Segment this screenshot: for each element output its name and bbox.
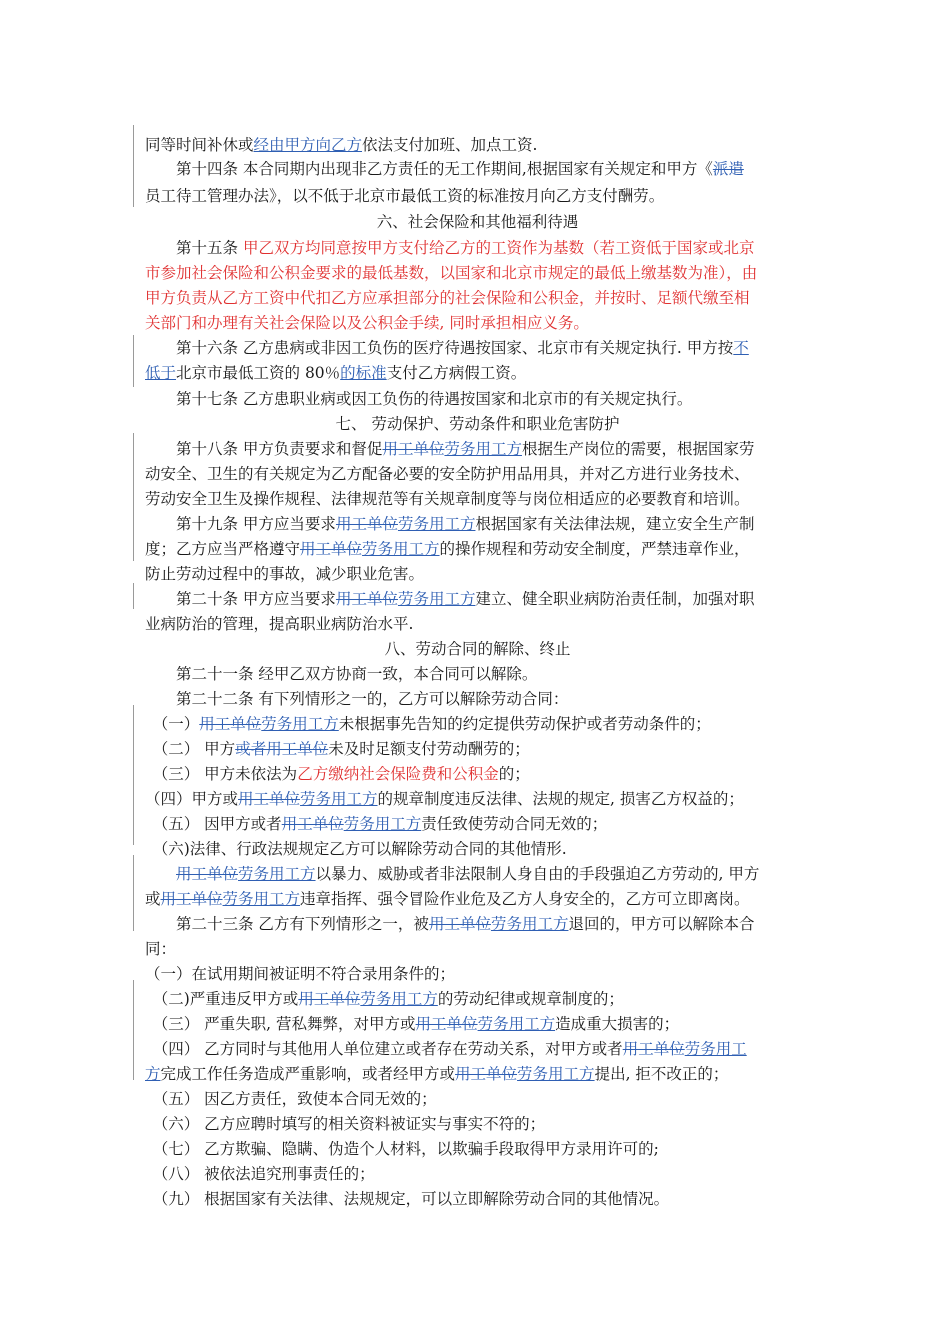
text-span: 退回的，甲方可以解除本合 [568, 915, 755, 933]
text-line [145, 184, 810, 208]
inserted-text: 劳务用工方 [222, 890, 301, 908]
deleted-text: 用工单位 [415, 1015, 478, 1033]
deleted-text: 用工单位 [199, 715, 262, 733]
text-line [145, 487, 810, 511]
text-span: （七） 乙方欺骗、隐瞒、伪造个人材料，以欺骗手段取得甲方录用许可的; [145, 1140, 659, 1158]
text-span: （二） 甲方 [145, 740, 236, 758]
text-line [145, 1187, 810, 1211]
text-span: 提出, 拒不改正的； [594, 1065, 729, 1083]
text-span: 未根据事先告知的约定提供劳动保护或者劳动条件的； [338, 715, 711, 733]
text-line [145, 862, 810, 886]
text-line [145, 387, 810, 411]
inserted-text: 劳务用工方 [490, 915, 569, 933]
text-span: 根据生产岗位的需要，根据国家劳 [521, 440, 755, 458]
inserted-text: 劳务用工方 [343, 815, 422, 833]
text-line [145, 1112, 810, 1136]
text-span: 违章指挥、强令冒险作业危及乙方人身安全的，乙方可立即离岗。 [300, 890, 750, 908]
text-span: 第二十条 甲方应当要求 [145, 590, 336, 608]
inserted-text: 方 [145, 1065, 161, 1083]
text-line [145, 787, 810, 811]
text-span: （三） 甲方未依法为 [145, 765, 298, 783]
inserted-text: 劳务用工方 [261, 715, 339, 733]
text-span: 依法支付加班、加点工资. [362, 136, 538, 154]
text-line [145, 1137, 810, 1161]
text-line [145, 336, 810, 360]
text-span: 未及时足额支付劳动酬劳的； [328, 740, 530, 758]
inserted-text: 经由甲方向乙方 [253, 136, 363, 154]
text-span: 第二十三条 乙方有下列情形之一，被 [145, 915, 429, 933]
deleted-text: 用工单位 [428, 915, 491, 933]
text-span: 动安全、卫生的有关规定为乙方配备必要的安全防护用品用具，并对乙方进行业务技术、 [145, 465, 750, 483]
text-span: 造成重大损害的； [555, 1015, 680, 1033]
inserted-text: 劳务用工方 [360, 990, 438, 1008]
deleted-text: 用工单位 [335, 515, 398, 533]
text-line [145, 512, 810, 536]
text-span: 六、社会保险和其他福利待遇 [376, 213, 579, 231]
deleted-text: 用工单位 [281, 815, 344, 833]
text-span: 北京市最低工资的 80％ [176, 364, 341, 382]
text-line [145, 687, 810, 711]
inserted-text: 劳务用工方 [397, 515, 476, 533]
revision-bar [133, 855, 134, 907]
text-span: 第十七条 乙方患职业病或因工负伤的待遇按国家和北京市的有关规定执行。 [145, 390, 693, 408]
inserted-text: 劳务用工方 [477, 1015, 556, 1033]
text-span: 业病防治的管理，提高职业病防治水平. [145, 615, 414, 633]
text-line [145, 987, 810, 1011]
text-line [145, 912, 810, 936]
text-span: 七、 劳动保护、劳动条件和职业危害防护 [335, 415, 620, 433]
highlighted-text: 乙方缴纳社会保险费和公积金 [297, 765, 499, 783]
text-span: 度；乙方应当严格遵守 [145, 540, 301, 558]
text-span: 第十九条 甲方应当要求 [145, 515, 336, 533]
text-span: （六） 乙方应聘时填写的相关资料被证实与事实不符的； [145, 1115, 546, 1133]
text-span: （五） 因乙方责任，致使本合同无效的； [145, 1090, 437, 1108]
text-span: （二)严重违反甲方或 [145, 990, 299, 1008]
text-span: 第十六条 乙方患病或非因工负伤的医疗待遇按国家、北京市有关规定执行. 甲方按 [145, 339, 734, 357]
deleted-text: 用工单位 [455, 1065, 518, 1083]
revision-bar [133, 433, 134, 511]
text-line [145, 133, 810, 157]
deleted-text: 用工单位 [176, 865, 239, 883]
revision-bar [133, 905, 134, 931]
text-span: （一） [145, 715, 200, 733]
text-line [145, 712, 810, 736]
section-heading [145, 210, 810, 234]
text-line [145, 1062, 810, 1086]
text-line [145, 286, 810, 310]
deleted-text: 用工单位 [160, 890, 223, 908]
highlighted-text: 关部门和办理有关社会保险以及公积金手续, 同时承担相应义务。 [145, 314, 589, 332]
inserted-text: 的标准 [340, 364, 387, 382]
text-span: 或 [145, 890, 161, 908]
text-line [145, 812, 810, 836]
text-line [145, 962, 810, 986]
text-span: （六)法律、行政法规规定乙方可以解除劳动合同的其他情形. [145, 840, 567, 858]
text-line [145, 462, 810, 486]
text-line [145, 937, 810, 961]
text-span: 同等时间补休或 [145, 136, 254, 154]
text-span: 第二十一条 经甲乙双方协商一致，本合同可以解除。 [145, 665, 538, 683]
text-line [145, 361, 810, 385]
text-span: （三） 严重失职, 营私舞弊，对甲方或 [145, 1015, 416, 1033]
text-span: 员工待工管理办法》，以不低于北京市最低工资的标准按月向乙方支付酬劳。 [145, 187, 665, 205]
revision-bar [133, 583, 134, 609]
text-span: 的规章制度违反法律、法规的规定, 损害乙方权益的； [377, 790, 744, 808]
inserted-text: 劳务用工方 [362, 540, 440, 558]
deleted-text: 用工单位 [382, 440, 445, 458]
text-line [145, 157, 810, 181]
deleted-text: 用工单位 [300, 540, 363, 558]
text-span: 根据国家有关法律法规，建立安全生产制 [475, 515, 755, 533]
deleted-text: 用工单位 [298, 990, 361, 1008]
deleted-text: 用工单位 [238, 790, 301, 808]
text-span: 第十五条 [145, 239, 243, 257]
revision-bar [133, 335, 134, 387]
text-line [145, 537, 810, 561]
text-line [145, 662, 810, 686]
text-line [145, 762, 810, 786]
text-span: （四） 乙方同时与其他用人单位建立或者存在劳动关系，对甲方或者 [145, 1040, 623, 1058]
text-span: 的； [498, 765, 530, 783]
text-line [145, 887, 810, 911]
text-span: （八） 被依法追究刑事责任的； [145, 1165, 375, 1183]
text-line [145, 437, 810, 461]
text-line [145, 236, 810, 260]
text-span: 第十八条 甲方负责要求和督促 [145, 440, 383, 458]
revision-bar [133, 509, 134, 561]
text-span: 的操作规程和劳动安全制度，严禁违章作业， [439, 540, 750, 558]
text-line [145, 837, 810, 861]
deleted-text: 用工单位 [335, 590, 398, 608]
text-line [145, 562, 810, 586]
text-span: （五） 因甲方或者 [145, 815, 282, 833]
section-heading [145, 637, 810, 661]
inserted-text: 劳务用工方 [300, 790, 378, 808]
highlighted-text: 甲方负责从乙方工资中代扣乙方应承担部分的社会保险和公积金，并按时、足额代缴至相 [145, 289, 750, 307]
revision-bar [133, 125, 134, 207]
text-line [145, 1012, 810, 1036]
text-line [145, 737, 810, 761]
deleted-text: 派遣 [712, 160, 744, 178]
text-span: 的劳动纪律或规章制度的； [437, 990, 624, 1008]
text-line [145, 1037, 810, 1061]
deleted-text: 或者用工单位 [235, 740, 329, 758]
deleted-text: 用工单位 [622, 1040, 685, 1058]
text-span: 支付乙方病假工资。 [386, 364, 527, 382]
text-span: 八、劳动合同的解除、终止 [384, 640, 571, 658]
text-line [145, 612, 810, 636]
inserted-text: 劳务用工方 [444, 440, 522, 458]
text-span: （四）甲方或 [145, 790, 239, 808]
text-span: 以暴力、威胁或者非法限制人身自由的手段强迫乙方劳动的, 甲方 [315, 865, 760, 883]
inserted-text: 不 [733, 339, 749, 357]
text-span: （九） 根据国家有关法律、法规规定，可以立即解除劳动合同的其他情况。 [145, 1190, 670, 1208]
revision-bar [133, 705, 134, 845]
text-span: 完成工作任务造成严重影响，或者经甲方或 [160, 1065, 456, 1083]
text-span: 防止劳动过程中的事故，减少职业危害。 [145, 565, 425, 583]
inserted-text: 劳务用工方 [397, 590, 476, 608]
text-span [145, 865, 176, 883]
inserted-text: 劳务用工方 [517, 1065, 595, 1083]
inserted-text: 低于 [145, 364, 177, 382]
highlighted-text: 市参加社会保险和公积金要求的最低基数，以国家和北京市规定的最低上缴基数为准），由 [145, 264, 758, 282]
text-span: 建立、健全职业病防治责任制，加强对职 [475, 590, 755, 608]
text-span: 劳动安全卫生及操作规程、法律规范等有关规章制度等与岗位相适应的必要教育和培训。 [145, 490, 750, 508]
text-line [145, 1162, 810, 1186]
text-line [145, 261, 810, 285]
revision-bar [133, 980, 134, 1080]
text-line [145, 311, 810, 335]
text-span: 责任致使劳动合同无效的； [421, 815, 608, 833]
inserted-text: 劳务用工方 [238, 865, 316, 883]
section-heading [145, 412, 810, 436]
text-span: 第二十二条 有下列情形之一的，乙方可以解除劳动合同： [145, 690, 569, 708]
inserted-text: 劳务用工 [684, 1040, 747, 1058]
text-span: （一）在试用期间被证明不符合录用条件的； [145, 965, 456, 983]
highlighted-text: 甲乙双方均同意按甲方支付给乙方的工资作为基数（若工资低于国家或北京 [242, 239, 755, 257]
text-line [145, 1087, 810, 1111]
text-span: 第十四条 本合同期内出现非乙方责任的无工作期间,根据国家有关规定和甲方《 [145, 160, 713, 178]
text-line [145, 587, 810, 611]
text-span: 同： [145, 940, 177, 958]
